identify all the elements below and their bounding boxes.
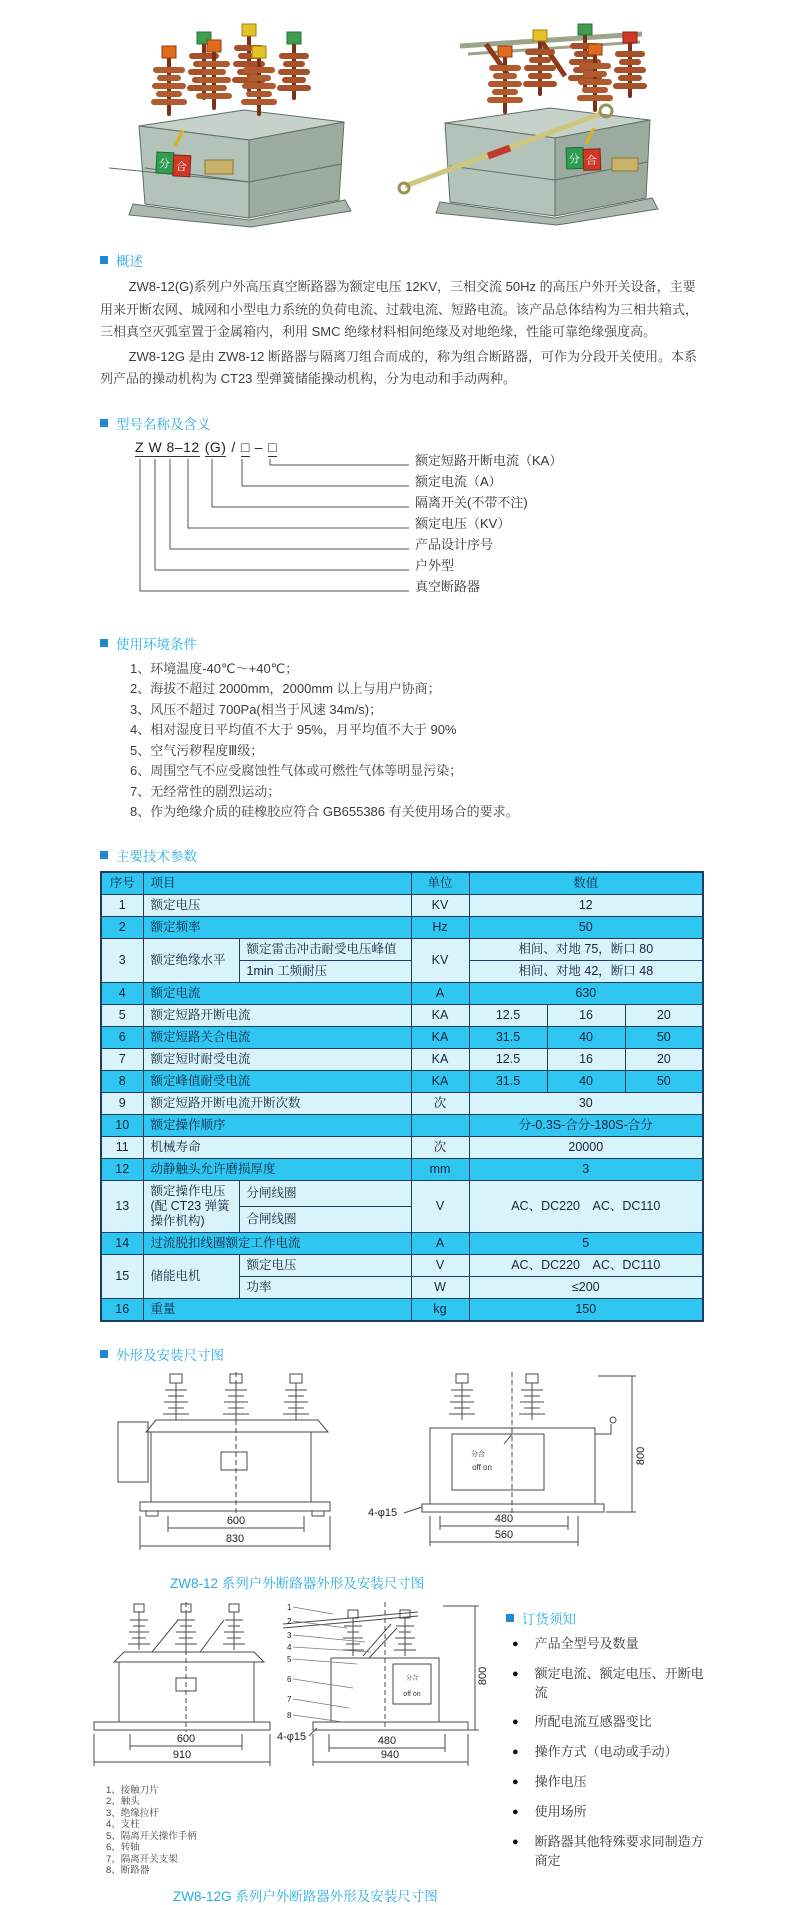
cell-value: AC、DC220 AC、DC110 bbox=[469, 1254, 703, 1276]
model-code-part: □ bbox=[240, 438, 250, 455]
cell-value: 30 bbox=[469, 1092, 703, 1114]
panel-cn-label: 分合 bbox=[471, 1450, 485, 1458]
section-title: 外形及安装尺寸图 bbox=[116, 1347, 224, 1363]
environment-item: 3、风压不超过 700Pa(相当于风速 34m/s)； bbox=[130, 701, 383, 717]
leader-number: 2 bbox=[287, 1616, 292, 1626]
front-view bbox=[118, 1372, 330, 1550]
part-item: 8、断路器 bbox=[106, 1865, 150, 1876]
cell-item: 额定操作电压(配 CT23 弹簧操作机构) bbox=[143, 1180, 239, 1232]
model-designation-diagram bbox=[135, 439, 704, 611]
open-close-plate bbox=[566, 147, 601, 171]
cell-unit: mm bbox=[411, 1158, 469, 1180]
section-heading-parameters bbox=[100, 845, 704, 865]
cell-unit: KA bbox=[411, 1070, 469, 1092]
holes-label: 4-φ15 bbox=[277, 1730, 307, 1743]
square-bullet-icon bbox=[100, 639, 108, 647]
ordering-item-text: ● 断路器其他特殊要求同制造方商定 bbox=[534, 1833, 704, 1868]
cell-value: 630 bbox=[469, 982, 703, 1004]
part-item: 7、隔离开关支架 bbox=[106, 1853, 178, 1865]
cell-unit bbox=[411, 1114, 469, 1136]
ordering-item bbox=[506, 1802, 704, 1822]
leader-number: 3 bbox=[287, 1630, 292, 1640]
dimension-drawing-zw8-12g bbox=[88, 1598, 488, 1905]
ordering-item-text: ● 额定电流、额定电压、开断电流 bbox=[534, 1665, 704, 1700]
ordering-item-text: ● 所配电流互感器变比 bbox=[534, 1713, 652, 1729]
leader-number: 1 bbox=[287, 1602, 292, 1612]
overview-paragraph-2: ZW8-12G 是由 ZW8-12 断路器与隔离刀组合而成的，称为组合断路器，可作为分段开关使用。本系列产品的操动机构为 CT23 型弹簧储能操动机构，分为电动和手动两种。 bbox=[100, 348, 698, 386]
square-bullet-icon bbox=[100, 419, 108, 427]
leader-number: 7 bbox=[287, 1694, 292, 1704]
table-row bbox=[101, 1158, 703, 1180]
ordering-item bbox=[506, 1772, 704, 1792]
cell-value: 150 bbox=[469, 1298, 703, 1321]
cell-value: 分-0.3S-合分-180S-合分 bbox=[469, 1114, 703, 1136]
square-bullet-icon bbox=[100, 256, 108, 264]
parts-list bbox=[106, 1785, 488, 1877]
section-title: 型号名称及含义 bbox=[116, 416, 211, 432]
cell-value: 12 bbox=[469, 894, 703, 916]
plate-close-label: 合 bbox=[585, 154, 597, 168]
dim-height: 800 bbox=[477, 1666, 489, 1685]
square-bullet-icon bbox=[100, 1350, 108, 1358]
table-row bbox=[101, 1298, 703, 1321]
section-heading-dimensions bbox=[100, 1344, 704, 1364]
cell-unit: KA bbox=[411, 1048, 469, 1070]
cell-no: 14 bbox=[101, 1232, 143, 1254]
table-row bbox=[101, 982, 703, 1004]
front-view bbox=[94, 1602, 270, 1766]
nameplate bbox=[205, 160, 233, 174]
cell-unit: KV bbox=[411, 938, 469, 982]
cell-value: 50 bbox=[625, 1070, 703, 1092]
model-code-part: □ bbox=[268, 438, 278, 455]
cell-value: 40 bbox=[547, 1070, 625, 1092]
cell-unit: KA bbox=[411, 1004, 469, 1026]
table-row bbox=[101, 1026, 703, 1048]
environment-item: 1、环境温度-40℃～+40℃； bbox=[130, 660, 299, 676]
table-row bbox=[101, 1114, 703, 1136]
cell-no: 15 bbox=[101, 1254, 143, 1298]
model-label-vacuum-breaker: 真空断路器 bbox=[415, 578, 481, 594]
cell-item: 重量 bbox=[143, 1298, 411, 1321]
cell-unit: W bbox=[411, 1276, 469, 1298]
model-label-breaking-current: 额定短路开断电流（KA） bbox=[415, 452, 563, 468]
model-code-part: (G) bbox=[204, 438, 227, 455]
cell-item: 机械寿命 bbox=[143, 1136, 411, 1158]
part-item: 1、接触刀片 bbox=[106, 1784, 159, 1796]
cell-item: 额定短路开断电流开断次数 bbox=[143, 1092, 411, 1114]
model-label-design-serial: 产品设计序号 bbox=[415, 536, 494, 552]
dim-front-inner: 600 bbox=[226, 1514, 246, 1527]
insulator-stack bbox=[154, 24, 308, 114]
cell-unit: kg bbox=[411, 1298, 469, 1321]
model-connector-lines bbox=[135, 459, 415, 609]
cell-value: 12.5 bbox=[469, 1004, 547, 1026]
panel-onoff-label: off on bbox=[472, 1462, 492, 1472]
dim-front-inner: 600 bbox=[176, 1732, 196, 1745]
cell-unit: A bbox=[411, 982, 469, 1004]
cell-unit: KV bbox=[411, 894, 469, 916]
cell-item: 动静触头允许磨损厚度 bbox=[143, 1158, 411, 1180]
dim-side-inner: 480 bbox=[377, 1734, 397, 1747]
table-row bbox=[101, 1004, 703, 1026]
table-row bbox=[101, 894, 703, 916]
table-header-row bbox=[101, 872, 703, 895]
table-row bbox=[101, 1254, 703, 1276]
panel-cn-label: 分合 bbox=[405, 1675, 419, 1682]
section-heading-environment bbox=[100, 633, 704, 653]
cell-no: 8 bbox=[101, 1070, 143, 1092]
ordering-item bbox=[506, 1664, 704, 1702]
cell-subitem: 功率 bbox=[239, 1276, 411, 1298]
leader-number: 4 bbox=[287, 1642, 292, 1652]
ordering-item-text: ● 操作电压 bbox=[534, 1773, 587, 1789]
ordering-item bbox=[506, 1634, 704, 1654]
product-photo-breaker bbox=[109, 18, 374, 228]
cell-subitem: 合闸线圈 bbox=[239, 1206, 411, 1232]
cell-item: 额定操作顺序 bbox=[143, 1114, 411, 1136]
leader-number: 5 bbox=[287, 1654, 292, 1664]
cell-item: 额定短路开断电流 bbox=[143, 1004, 411, 1026]
ordering-item bbox=[506, 1712, 704, 1732]
col-header-no: 序号 bbox=[101, 872, 143, 895]
cell-value: 50 bbox=[625, 1026, 703, 1048]
section-title: 订货须知 bbox=[522, 1611, 576, 1627]
table-row bbox=[101, 1232, 703, 1254]
plate-open-label: 分 bbox=[158, 158, 170, 171]
part-item: 5、隔离开关操作手柄 bbox=[106, 1830, 197, 1842]
section-title: 主要技术参数 bbox=[116, 848, 197, 864]
cell-subitem: 额定雷击冲击耐受电压峰值 bbox=[239, 938, 411, 960]
cell-unit: V bbox=[411, 1254, 469, 1276]
parameters-table bbox=[100, 871, 704, 1322]
part-leaders bbox=[287, 1603, 292, 1720]
model-label-outdoor-type: 户外型 bbox=[415, 557, 455, 573]
cell-no: 5 bbox=[101, 1004, 143, 1026]
section-heading-model bbox=[100, 413, 704, 433]
plate-open-label: 分 bbox=[568, 153, 580, 166]
cell-value: 16 bbox=[547, 1004, 625, 1026]
cell-item: 储能电机 bbox=[143, 1254, 239, 1298]
cell-no: 1 bbox=[101, 894, 143, 916]
ordering-notes bbox=[506, 1598, 704, 1905]
product-photos bbox=[0, 0, 793, 228]
cell-item: 额定电流 bbox=[143, 982, 411, 1004]
drawing-caption-zw8-12: ZW8-12 系列户外断路器外形及安装尺寸图 bbox=[170, 1575, 425, 1591]
cell-value: 相间、对地 42，断口 48 bbox=[469, 960, 703, 982]
part-item: 6、转轴 bbox=[106, 1842, 140, 1853]
cell-value: 相间、对地 75，断口 80 bbox=[469, 938, 703, 960]
cell-value: 50 bbox=[469, 916, 703, 938]
table-row bbox=[101, 1070, 703, 1092]
col-header-unit: 单位 bbox=[411, 872, 469, 895]
environment-item: 5、空气污秽程度Ⅲ级； bbox=[130, 742, 264, 758]
table-row bbox=[101, 1180, 703, 1206]
environment-item: 6、周围空气不应受腐蚀性气体或可燃性气体等明显污染； bbox=[130, 763, 463, 778]
part-item: 2、触头 bbox=[106, 1796, 140, 1807]
cell-no: 16 bbox=[101, 1298, 143, 1321]
environment-item: 7、无经常性的剧烈运动； bbox=[130, 783, 281, 799]
cell-no: 12 bbox=[101, 1158, 143, 1180]
ordering-item-text: ● 产品全型号及数量 bbox=[534, 1635, 639, 1651]
model-code-part: Z W 8–12 bbox=[135, 438, 200, 455]
page-content bbox=[0, 250, 704, 1905]
cell-value: 31.5 bbox=[469, 1026, 547, 1048]
dim-height: 800 bbox=[635, 1446, 647, 1465]
cell-no: 4 bbox=[101, 982, 143, 1004]
drawing2-and-ordering bbox=[100, 1598, 704, 1905]
cell-no: 3 bbox=[101, 938, 143, 982]
cell-unit: 次 bbox=[411, 1136, 469, 1158]
cell-value: 3 bbox=[469, 1158, 703, 1180]
drawing-caption-zw8-12g: ZW8-12G 系列户外断路器外形及安装尺寸图 bbox=[173, 1888, 438, 1904]
leader-number: 8 bbox=[287, 1710, 292, 1720]
section-title: 使用环境条件 bbox=[116, 636, 197, 652]
cell-subitem: 1min 工频耐压 bbox=[239, 960, 411, 982]
cell-subitem: 额定电压 bbox=[239, 1254, 411, 1276]
nameplate bbox=[612, 158, 638, 171]
cell-item: 额定绝缘水平 bbox=[143, 938, 239, 982]
model-code-part: – bbox=[254, 438, 264, 455]
environment-item: 4、相对湿度日平均值不大于 95%，月平均值不大于 90% bbox=[130, 722, 457, 737]
dim-side-outer: 940 bbox=[380, 1748, 400, 1761]
square-bullet-icon bbox=[506, 1614, 514, 1622]
cell-unit: KA bbox=[411, 1026, 469, 1048]
cell-no: 10 bbox=[101, 1114, 143, 1136]
cell-no: 2 bbox=[101, 916, 143, 938]
ordering-item bbox=[506, 1832, 704, 1870]
dim-front-outer: 910 bbox=[172, 1748, 192, 1761]
part-item: 4、支柱 bbox=[106, 1819, 140, 1830]
cell-value: 31.5 bbox=[469, 1070, 547, 1092]
section-title: 概述 bbox=[116, 254, 143, 269]
cell-unit: 次 bbox=[411, 1092, 469, 1114]
cell-item: 过流脱扣线圈额定工作电流 bbox=[143, 1232, 411, 1254]
cell-value: 20000 bbox=[469, 1136, 703, 1158]
plate-close-label: 合 bbox=[174, 161, 187, 174]
section-heading-ordering bbox=[506, 1608, 704, 1628]
cell-unit: Hz bbox=[411, 916, 469, 938]
cell-no: 13 bbox=[101, 1180, 143, 1232]
model-label-rated-current: 额定电流（A） bbox=[415, 473, 502, 489]
cell-no: 11 bbox=[101, 1136, 143, 1158]
environment-item: 8、作为绝缘介质的硅橡胶应符合 GB655386 有关使用场合的要求。 bbox=[130, 804, 519, 819]
overview-paragraph-1: ZW8-12(G)系列户外高压真空断路器为额定电压 12KV，三相交流 50Hz 的高压户外开关设备，主要用来开断农网、城网和小型电力系统的负荷电流、过载电流、短路电流。该产品总体结构为三相共箱式，三相真空灭弧室置于金属箱内，利用 SMC 绝缘材料相间绝缘及对地绝缘，性能可靠绝缘强度高。 bbox=[100, 279, 699, 339]
environment-list bbox=[100, 659, 704, 823]
dim-side-inner: 480 bbox=[494, 1512, 514, 1525]
table-row bbox=[101, 1092, 703, 1114]
cell-value: AC、DC220 AC、DC110 bbox=[469, 1180, 703, 1232]
cell-item: 额定短路关合电流 bbox=[143, 1026, 411, 1048]
cell-no: 6 bbox=[101, 1026, 143, 1048]
part-item: 3、绝缘拉杆 bbox=[106, 1807, 159, 1819]
col-header-item: 项目 bbox=[143, 872, 411, 895]
cell-value: ≤200 bbox=[469, 1276, 703, 1298]
cell-item: 额定峰值耐受电流 bbox=[143, 1070, 411, 1092]
cell-unit: A bbox=[411, 1232, 469, 1254]
cell-value: 16 bbox=[547, 1048, 625, 1070]
dimension-drawing-zw8-12 bbox=[100, 1370, 704, 1566]
ordering-item-text: ● 使用场所 bbox=[534, 1803, 587, 1819]
holes-label: 4-φ15 bbox=[368, 1506, 398, 1519]
cell-item: 额定短时耐受电流 bbox=[143, 1048, 411, 1070]
square-bullet-icon bbox=[100, 851, 108, 859]
cell-no: 7 bbox=[101, 1048, 143, 1070]
table-row bbox=[101, 1048, 703, 1070]
cell-value: 5 bbox=[469, 1232, 703, 1254]
ordering-item-text: ● 操作方式（电动或手动） bbox=[534, 1743, 678, 1759]
ordering-item bbox=[506, 1742, 704, 1762]
dim-side-outer: 560 bbox=[494, 1528, 514, 1541]
table-row bbox=[101, 916, 703, 938]
leader-number: 6 bbox=[287, 1674, 292, 1684]
section-heading-overview bbox=[100, 250, 704, 270]
dim-front-outer: 830 bbox=[225, 1532, 245, 1545]
cell-value: 40 bbox=[547, 1026, 625, 1048]
model-label-disconnector: 隔离开关(不带不注) bbox=[415, 494, 528, 510]
side-view bbox=[368, 1372, 647, 1546]
cell-item: 额定频率 bbox=[143, 916, 411, 938]
cell-subitem: 分闸线圈 bbox=[239, 1180, 411, 1206]
environment-item: 2、海拔不超过 2000mm，2000mm 以上与用户协商； bbox=[130, 681, 441, 696]
cell-value: 12.5 bbox=[469, 1048, 547, 1070]
table-row bbox=[101, 1136, 703, 1158]
side-view bbox=[277, 1602, 489, 1766]
open-close-plate bbox=[155, 152, 190, 177]
model-label-rated-voltage: 额定电压（KV） bbox=[415, 515, 511, 531]
cell-value: 20 bbox=[625, 1048, 703, 1070]
col-header-value: 数值 bbox=[469, 872, 703, 895]
cell-unit: V bbox=[411, 1180, 469, 1232]
cell-no: 9 bbox=[101, 1092, 143, 1114]
model-code-part: / bbox=[231, 438, 236, 455]
product-photo-combined-breaker bbox=[390, 18, 685, 228]
panel-onoff-label: off on bbox=[403, 1690, 421, 1698]
table-row bbox=[101, 938, 703, 960]
cell-value: 20 bbox=[625, 1004, 703, 1026]
cell-item: 额定电压 bbox=[143, 894, 411, 916]
